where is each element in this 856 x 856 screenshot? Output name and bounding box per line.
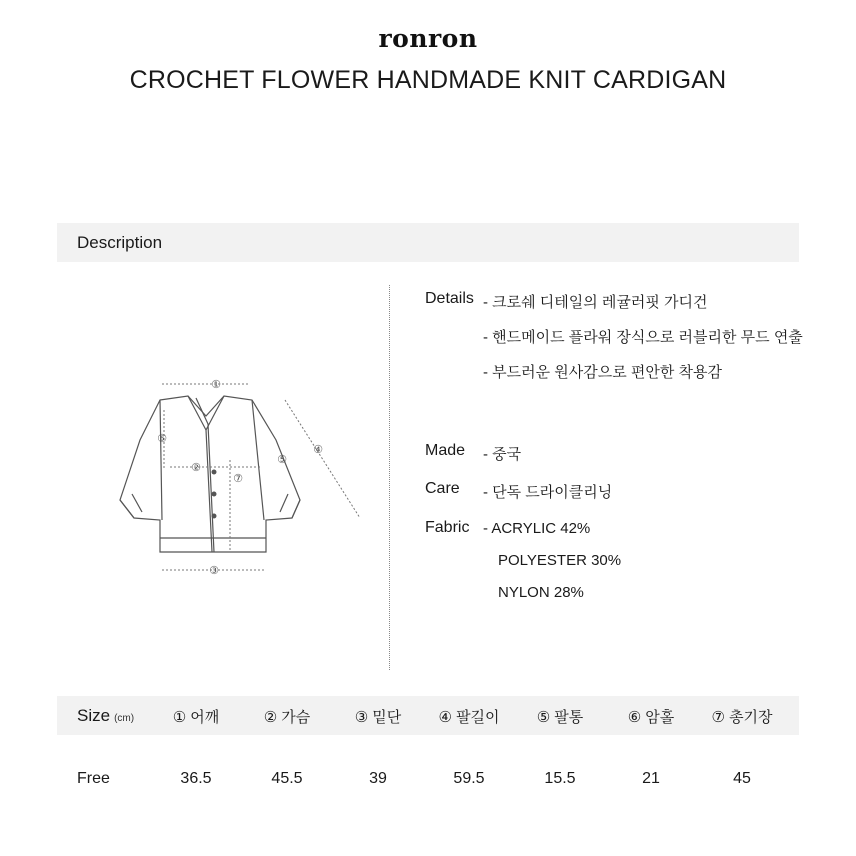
size-value-total-length: 45: [733, 770, 751, 787]
marker-shoulder: ①: [211, 378, 221, 391]
detail-item: - 핸드메이드 플라워 장식으로 러블리한 무드 연출: [483, 329, 803, 346]
size-value-chest: 45.5: [271, 770, 303, 787]
fabric-label: Fabric: [425, 519, 470, 536]
size-title-text: Size: [77, 706, 111, 725]
care-value: - 단독 드라이클리닝: [483, 484, 613, 501]
col-header-armhole: ⑥ 암홀: [627, 709, 675, 726]
marker-chest: ②: [191, 461, 201, 474]
made-value: - 중국: [483, 446, 522, 463]
details-label: Details: [425, 290, 474, 307]
fabric-item: NYLON 28%: [498, 584, 584, 601]
marker-sleeve-width: ⑤: [277, 453, 287, 466]
product-title: CROCHET FLOWER HANDMADE KNIT CARDIGAN: [129, 66, 727, 94]
fabric-item: - ACRYLIC 42%: [483, 520, 591, 537]
care-label: Care: [425, 480, 460, 497]
marker-total-length: ⑦: [233, 472, 243, 485]
col-header-shoulder: ① 어깨: [172, 709, 220, 726]
size-row-label: Free: [77, 770, 110, 787]
description-header-bar: [57, 223, 799, 262]
size-title: [77, 706, 134, 726]
col-header-sleeve-length: ④ 팔길이: [438, 709, 500, 726]
marker-armhole: ⑥: [157, 432, 167, 445]
detail-item: - 부드러운 원사감으로 편안한 착용감: [483, 364, 723, 381]
marker-sleeve-length: ④: [313, 443, 323, 456]
col-header-total-length: ⑦ 총기장: [711, 709, 773, 726]
size-value-sleeve-length: 59.5: [453, 770, 485, 787]
vertical-divider: [389, 285, 390, 670]
col-header-chest: ② 가슴: [263, 709, 311, 726]
brand-logo: ronron: [378, 24, 478, 53]
size-value-shoulder: 36.5: [180, 770, 212, 787]
cardigan-diagram: [80, 370, 370, 580]
made-label: Made: [425, 442, 466, 459]
size-value-hem: 39: [369, 770, 387, 787]
col-header-sleeve-width: ⑤ 팔통: [536, 709, 584, 726]
fabric-item: POLYESTER 30%: [498, 552, 622, 569]
detail-item: - 크로쉐 디테일의 레귤러핏 가디건: [483, 294, 708, 311]
col-header-hem: ③ 밑단: [354, 709, 402, 726]
marker-hem: ③: [209, 564, 219, 577]
size-value-armhole: 21: [642, 770, 660, 787]
description-title: Description: [77, 233, 163, 252]
size-unit: (cm): [114, 713, 135, 724]
size-value-sleeve-width: 15.5: [544, 770, 576, 787]
